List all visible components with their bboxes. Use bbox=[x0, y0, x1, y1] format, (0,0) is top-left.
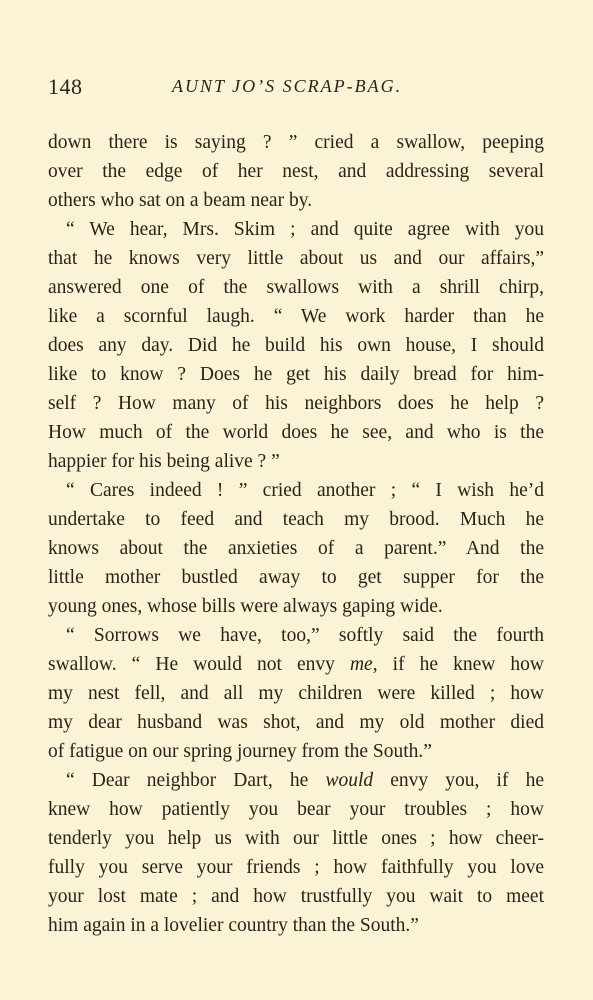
text-line: your lost mate ; and how trustfully you wait to meet bbox=[48, 886, 544, 907]
text-segment: , if he knew how bbox=[372, 654, 544, 675]
text-line bbox=[48, 650, 544, 679]
text-line: “ We hear, Mrs. Skim ; and quite agree with you bbox=[66, 219, 544, 240]
text-line: self ? How many of his neighbors does he help ? bbox=[48, 393, 544, 414]
page-number: 148 bbox=[48, 74, 83, 99]
text-line: young ones, whose bills were always gaping wide. bbox=[48, 596, 443, 617]
running-title: AUNT JO’S SCRAP-BAG. bbox=[172, 76, 403, 96]
text-line: does any day. Did he build his own house, I should bbox=[48, 335, 544, 356]
text-line: happier for his being alive ? ” bbox=[48, 451, 280, 472]
text-line: that he knows very little about us and our affairs,” bbox=[48, 248, 544, 269]
text-line: my nest fell, and all my children were killed ; how bbox=[48, 683, 544, 704]
text-line: of fatigue on our spring journey from the South.” bbox=[48, 741, 432, 762]
text-line: like a scornful laugh. “ We work harder than he bbox=[48, 306, 544, 327]
text-line: tenderly you help us with our little ones ; how cheer- bbox=[48, 828, 544, 849]
body-text bbox=[48, 128, 544, 940]
text-line: little mother bustled away to get supper for the bbox=[48, 567, 544, 588]
text-segment: “ Dear neighbor Dart, he bbox=[66, 770, 326, 791]
page-header bbox=[48, 74, 548, 104]
text-line: him again in a lovelier country than the South.” bbox=[48, 915, 419, 936]
text-line bbox=[48, 766, 544, 795]
text-segment: swallow. “ He would not envy bbox=[48, 654, 350, 675]
text-line: “ Sorrows we have, too,” softly said the fourth bbox=[66, 625, 544, 646]
text-line: over the edge of her nest, and addressing several bbox=[48, 161, 544, 182]
text-line: my dear husband was shot, and my old mother died bbox=[48, 712, 544, 733]
text-line: down there is saying ? ” cried a swallow, peeping bbox=[48, 132, 544, 153]
text-line: knew how patiently you bear your troubles ; how bbox=[48, 799, 544, 820]
text-line: How much of the world does he see, and who is the bbox=[48, 422, 544, 443]
text-line: knows about the anxieties of a parent.” And the bbox=[48, 538, 544, 559]
text-line: fully you serve your friends ; how faithfully you love bbox=[48, 857, 544, 878]
text-line: undertake to feed and teach my brood. Much he bbox=[48, 509, 544, 530]
emphasized-word: me bbox=[349, 654, 373, 675]
text-line: like to know ? Does he get his daily bread for him- bbox=[48, 364, 544, 385]
text-segment: envy you, if he bbox=[373, 770, 544, 791]
text-line: others who sat on a beam near by. bbox=[48, 190, 313, 211]
text-line: answered one of the swallows with a shrill chirp, bbox=[48, 277, 544, 298]
text-line: “ Cares indeed ! ” cried another ; “ I wish he’d bbox=[66, 480, 544, 501]
emphasized-word: would bbox=[325, 770, 374, 791]
